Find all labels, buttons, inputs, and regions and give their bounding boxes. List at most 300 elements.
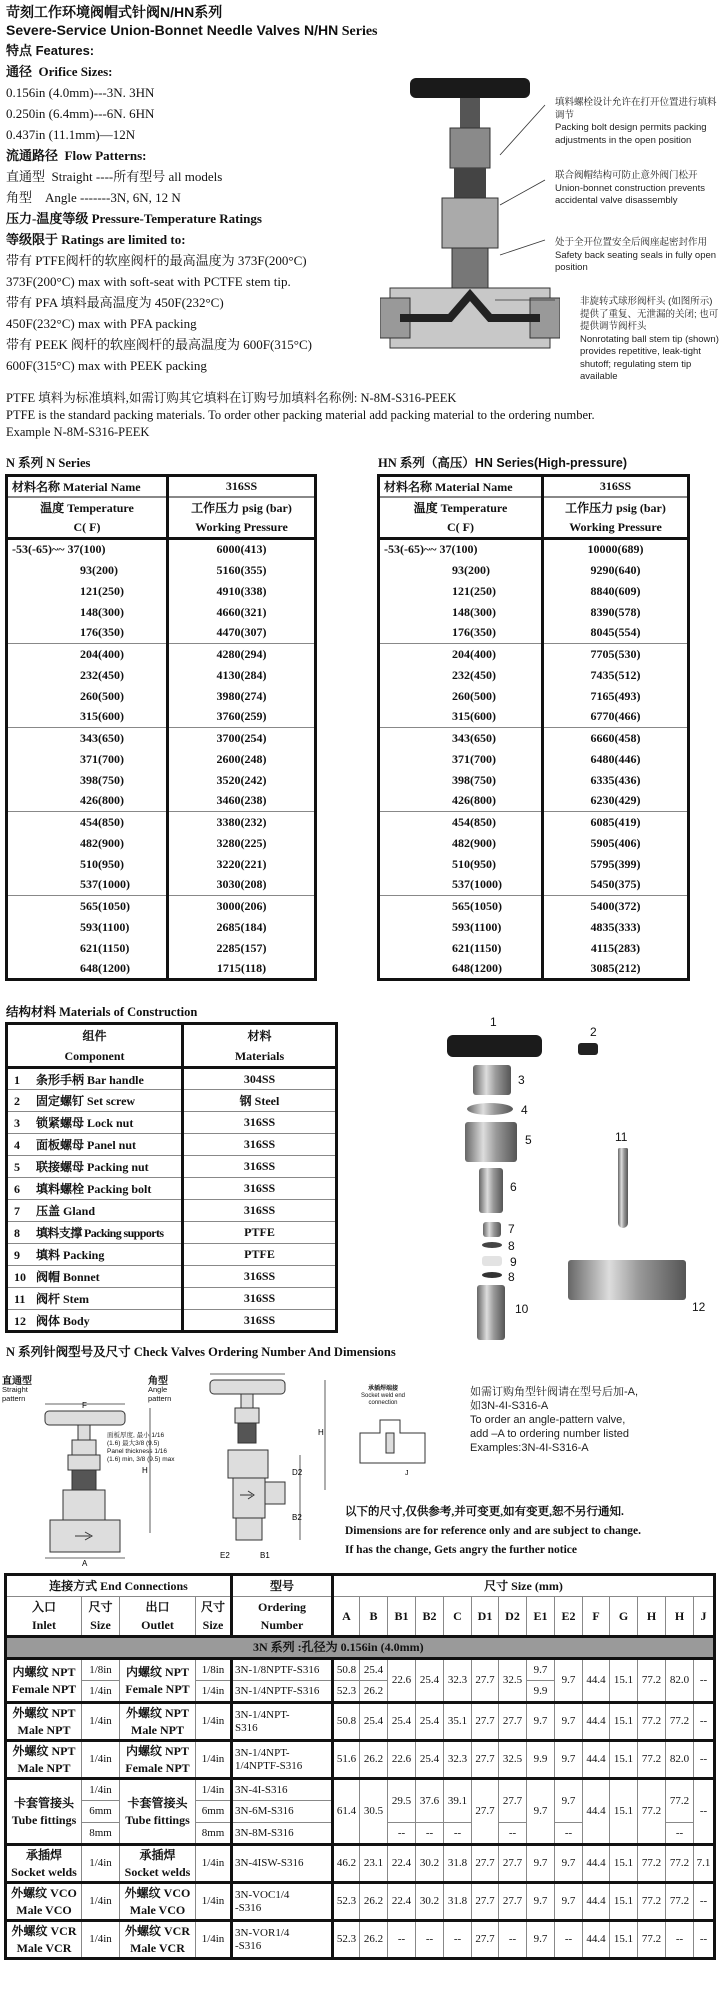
dim-value-D1: 27.7 (472, 1659, 499, 1703)
dim-value-H2: 77.2 (666, 1883, 694, 1921)
outlet-cell: 内螺纹 NPT Female NPT (120, 1741, 196, 1779)
dim-value-H2: 77.2 (666, 1845, 694, 1883)
ratings-heading: 压力-温度等级 Pressure-Temperature Ratings (6, 211, 262, 226)
dim-value-E1: 9.7 (527, 1779, 555, 1845)
dim-col-header: J (694, 1597, 715, 1637)
outlet-size-cell: 1/4in (196, 1883, 232, 1921)
pressure-row (7, 539, 316, 560)
dim-col-header: D2 (499, 1597, 527, 1637)
inlet-size-cell: 6mm (82, 1801, 120, 1823)
packing-line: Example N-8M-S316-PEEK (6, 425, 150, 439)
pressure-cell: 4660(321) (168, 602, 316, 623)
component-cell: 5 联接螺母 Packing nut (7, 1156, 183, 1178)
temperature-cell: 204(400) (7, 644, 168, 665)
temperature-cell: 176(350) (379, 623, 543, 644)
dim-value-E2: -- (555, 1823, 583, 1845)
flow-line: 角型 Angle -------3N, 6N, 12 N (6, 190, 181, 205)
material-label: 材料名称 Material Name (7, 476, 168, 497)
dim-value-A: 52.3 (333, 1921, 360, 1959)
dim-value-G: 15.1 (610, 1921, 638, 1959)
rating-line: 600F(315°C) max with PEEK packing (6, 358, 207, 373)
annotation-packing-bolt: 填料螺栓设计允许在打开位置进行填料调节 Packing bolt design permits packing adjustments in the open position (555, 97, 717, 146)
pressure-cell: 7705(530) (543, 644, 689, 665)
dim-value-F: 44.4 (583, 1659, 610, 1703)
dim-value-B2: 30.2 (416, 1845, 444, 1883)
part-label: 12 (692, 1300, 706, 1314)
temperature-cell: 315(600) (379, 707, 543, 728)
materials-table: 组件 Component 材料 Materials 1 条形手柄 Bar handle 304SS 2 固定螺钉 Set screw 钢 Steel 3 锁紧螺母 Lock nut 316SS 4 面板螺母 Panel nut 316SS 5 联接螺母 Packing nut 316SS 6 填料螺栓 Packing bolt 316SS 7 压盖 Gland 316SS 8 填料支撑 Packing supports PTFE 9 填料 Packing PTFE 10 阀帽 Bonnet 316SS 11 阀杆 Stem 316SS 12 阀体 Body 316SS (5, 1022, 338, 1333)
pressure-row (7, 686, 316, 707)
pressure-row (7, 644, 316, 665)
dim-value-C: 35.1 (444, 1703, 472, 1741)
pressure-cell: 5400(372) (543, 896, 689, 917)
pressure-cell: 5450(375) (543, 875, 689, 896)
pressure-row (379, 770, 689, 791)
callout-lines (495, 95, 555, 315)
dim-value-B1: -- (388, 1823, 416, 1845)
temperature-cell: 343(650) (7, 728, 168, 749)
dim-value-C: 32.3 (444, 1741, 472, 1779)
part-label: 6 (510, 1180, 517, 1194)
dim-value-G: 15.1 (610, 1741, 638, 1779)
dim-value-B2: 25.4 (416, 1659, 444, 1703)
temperature-cell: 176(350) (7, 623, 168, 644)
dim-row (6, 1659, 715, 1681)
dim-value-F: 44.4 (583, 1779, 610, 1845)
dim-row (6, 1703, 715, 1741)
dim-row (6, 1921, 715, 1959)
temperature-cell: 454(850) (379, 812, 543, 833)
end-connections-header: 连接方式 End Connections (6, 1575, 232, 1597)
flow-line: 直通型 Straight ----所有型号 all models (6, 169, 223, 184)
material-cell: 316SS (183, 1288, 337, 1310)
pressure-row (7, 938, 316, 959)
materials-rows (7, 1068, 337, 1332)
pressure-cell: 2285(157) (168, 938, 316, 959)
dim-value-B2: 25.4 (416, 1703, 444, 1741)
temperature-cell: 537(1000) (379, 875, 543, 896)
pressure-cell: 6085(419) (543, 812, 689, 833)
pressure-row (379, 560, 689, 581)
material-cell: PTFE (183, 1222, 337, 1244)
annotation-stem-tip: 非旋转式球形阀杆头 (如图所示) 提供了重复、无泄漏的关闭; 也可提供调节阀杆头 Nonrotating ball stem tip (shown) provides repetitive, leak-tight shutoff; regulating stem tip available (580, 296, 719, 382)
flow-heading: 流通路径 Flow Patterns: (6, 148, 147, 163)
annotation-union-bonnet: 联合阀帽结构可防止意外阀门松开 Union-bonnet construction prevents accidental valve disassembly (555, 170, 705, 206)
pressure-row (7, 875, 316, 896)
orifice-heading: 通径 Orifice Sizes: (6, 64, 113, 79)
temperature-cell: 121(250) (379, 581, 543, 602)
dim-value-E2: 9.7 (555, 1883, 583, 1921)
temperature-cell: 426(800) (379, 791, 543, 812)
temperature-cell: 510(950) (379, 854, 543, 875)
pressure-cell: 3220(221) (168, 854, 316, 875)
pressure-row (7, 770, 316, 791)
dim-col-header: E1 (527, 1597, 555, 1637)
pressure-row (379, 833, 689, 854)
ordering-number-cell: 3N-1/4NPT- S316 (232, 1703, 333, 1741)
dim-value-E1: 9.7 (527, 1845, 555, 1883)
component-cell: 6 填料螺栓 Packing bolt (7, 1178, 183, 1200)
temperature-cell: 454(850) (7, 812, 168, 833)
dim-value-H1: 77.2 (638, 1845, 666, 1883)
hn-series-rows (379, 539, 689, 980)
pressure-cell: 1715(118) (168, 959, 316, 980)
orifice-line: 0.156in (4.0mm)---3N. 3HN (6, 85, 155, 100)
dim-value-G: 15.1 (610, 1779, 638, 1845)
dim-value-H1: 77.2 (638, 1703, 666, 1741)
ordering-number-cell: 3N-VOR1/4 -S316 (232, 1921, 333, 1959)
dim-col-header: H (638, 1597, 666, 1637)
orifice-line: 0.250in (6.4mm)---6N. 6HN (6, 106, 155, 121)
part-label: 9 (510, 1255, 517, 1269)
dim-B2: B2 (292, 1513, 302, 1522)
packing-line: PTFE 填料为标准填料,如需订购其它填料在订购号加填料名称例: N-8M-S316-PEEK (6, 391, 457, 405)
dimensions-disclaimer: 以下的尺寸,仅供参考,并可变更,如有变更,恕不另行通知. Dimensions are for reference only and are subject to change. If has the change, Gets angry the further notice (345, 1506, 641, 1556)
pressure-row (7, 749, 316, 770)
dim-col-header: G (610, 1597, 638, 1637)
outlet-size-cell: 1/4in (196, 1845, 232, 1883)
packing-line: PTFE is the standard packing materials. To order other packing material add packing material to the ordering number. (6, 408, 595, 422)
dim-value-E1: 9.9 (527, 1681, 555, 1703)
dim-value-C: 31.8 (444, 1845, 472, 1883)
part-packing-support (482, 1272, 502, 1278)
temperature-cell: 121(250) (7, 581, 168, 602)
pressure-cell: 3980(274) (168, 686, 316, 707)
temperature-cell: 398(750) (379, 770, 543, 791)
size-header: 尺寸 Size (mm) (333, 1575, 715, 1597)
dim-value-H1: 77.2 (638, 1741, 666, 1779)
pressure-cell: 6335(436) (543, 770, 689, 791)
material-row (7, 1090, 337, 1112)
pressure-cell: 4470(307) (168, 623, 316, 644)
panel-thickness-note: 面板厚度, 最小 1/16 (1.6) 最大3/8 (9.5) Panel thickness 1/16 (1.6) min, 3/8 (9.5) max (107, 1432, 175, 1463)
component-cell: 1 条形手柄 Bar handle (7, 1068, 183, 1090)
inlet-size-cell: 1/4in (82, 1681, 120, 1703)
pressure-row (7, 791, 316, 812)
pressure-cell: 3085(212) (543, 959, 689, 980)
rating-line: 带有 PEEK 阀杆的软座阀杆的最高温度为 600F(315°C) (6, 337, 313, 352)
temperature-cell: 565(1050) (7, 896, 168, 917)
temperature-cell: 426(800) (7, 791, 168, 812)
dim-col-header: F (583, 1597, 610, 1637)
temperature-cell: 593(1100) (379, 917, 543, 938)
dim-value-H2: -- (666, 1823, 694, 1845)
dim-value-B2: -- (416, 1823, 444, 1845)
pressure-cell: 6000(413) (168, 539, 316, 560)
dim-value-D2: 27.7 (499, 1703, 527, 1741)
pressure-row (379, 938, 689, 959)
dim-row (6, 1883, 715, 1921)
temperature-cell: 148(300) (379, 602, 543, 623)
component-cell: 3 锁紧螺母 Lock nut (7, 1112, 183, 1134)
outlet-cell: 外螺纹 NPT Male NPT (120, 1703, 196, 1741)
dim-value-H2: 77.2 (666, 1779, 694, 1823)
angle-pattern-drawing (200, 1370, 340, 1570)
outlet-size-cell: 1/4in (196, 1921, 232, 1959)
dim-value-B1: 22.6 (388, 1659, 416, 1703)
material-cell: PTFE (183, 1244, 337, 1266)
dim-value-C: -- (444, 1823, 472, 1845)
inlet-cell: 卡套管接头 Tube fittings (6, 1779, 82, 1845)
pressure-row (379, 791, 689, 812)
ordering-number-cell: 3N-6M-S316 (232, 1801, 333, 1823)
dim-value-B: 25.4 (360, 1659, 388, 1681)
outlet-cell: 外螺纹 VCO Male VCO (120, 1883, 196, 1921)
rating-line: 带有 PFA 填料最高温度为 450F(232°C) (6, 295, 224, 310)
rating-line: 带有 PTFE阀杆的软座阀杆的最高温度为 373F(200°C) (6, 253, 307, 268)
pressure-cell: 5905(406) (543, 833, 689, 854)
dim-value-G: 15.1 (610, 1703, 638, 1741)
pressure-row (379, 854, 689, 875)
dim-value-D2: -- (499, 1823, 527, 1845)
material-cell: 316SS (183, 1156, 337, 1178)
inlet-size-cell: 1/8in (82, 1659, 120, 1681)
pressure-row (379, 812, 689, 833)
temperature-cell: 510(950) (7, 854, 168, 875)
pressure-row (7, 896, 316, 917)
material-row (7, 1200, 337, 1222)
pressure-row (379, 665, 689, 686)
dim-J: J (405, 1470, 409, 1477)
dim-value-B2: -- (416, 1921, 444, 1959)
ordering-number-cell: 3N-4I-S316 (232, 1779, 333, 1801)
material-label: 材料名称 Material Name (379, 476, 543, 497)
dim-value-J: -- (694, 1921, 715, 1959)
inlet-cell: 外螺纹 VCO Male VCO (6, 1883, 82, 1921)
dim-value-G: 15.1 (610, 1845, 638, 1883)
dim-value-J: -- (694, 1703, 715, 1741)
temperature-cell: 621(1150) (7, 938, 168, 959)
ordering-number-cell: 3N-VOC1/4 -S316 (232, 1883, 333, 1921)
dim-value-C: 32.3 (444, 1659, 472, 1703)
material-value: 316SS (543, 476, 689, 497)
part-body (568, 1260, 686, 1300)
temperature-cell: -53(-65)~~ 37(100) (379, 539, 543, 560)
temperature-cell: 537(1000) (7, 875, 168, 896)
pressure-cell: 4280(294) (168, 644, 316, 665)
features-heading: 特点 Features: (6, 43, 95, 58)
dim-value-G: 15.1 (610, 1659, 638, 1703)
component-cell: 10 阀帽 Bonnet (7, 1266, 183, 1288)
temperature-cell: 93(200) (7, 560, 168, 581)
dim-value-G: 15.1 (610, 1883, 638, 1921)
dim-value-E1: 9.9 (527, 1741, 555, 1779)
part-packing-support (482, 1242, 502, 1248)
part-panel-nut (467, 1103, 513, 1115)
inlet-size-cell: 1/4in (82, 1703, 120, 1741)
dim-value-D1: 27.7 (472, 1741, 499, 1779)
dim-value-C: -- (444, 1921, 472, 1959)
part-label: 2 (590, 1025, 597, 1039)
temperature-cell: 482(900) (7, 833, 168, 854)
dim-D2: D2 (292, 1468, 303, 1477)
angle-label-cn: 角型 (148, 1376, 168, 1387)
dim-value-C: 39.1 (444, 1779, 472, 1823)
material-row (7, 1068, 337, 1090)
dim-value-B1: 22.4 (388, 1845, 416, 1883)
pressure-cell: 8390(578) (543, 602, 689, 623)
dim-value-B: 26.2 (360, 1883, 388, 1921)
dim-value-D1: 27.7 (472, 1921, 499, 1959)
temperature-cell: 232(450) (7, 665, 168, 686)
inlet-cell: 内螺纹 NPT Female NPT (6, 1659, 82, 1703)
angle-label-en: Angle pattern (148, 1385, 172, 1403)
material-cell: 316SS (183, 1134, 337, 1156)
material-cell: 316SS (183, 1266, 337, 1288)
pressure-cell: 6480(446) (543, 749, 689, 770)
dim-value-B: 23.1 (360, 1845, 388, 1883)
pressure-row (379, 539, 689, 560)
material-cell: 钢 Steel (183, 1090, 337, 1112)
inlet-size-cell: 1/4in (82, 1921, 120, 1959)
part-bonnet (477, 1285, 505, 1340)
ordering-number-cell: 3N-4ISW-S316 (232, 1845, 333, 1883)
outlet-cell: 外螺纹 VCR Male VCR (120, 1921, 196, 1959)
part-packing-nut (465, 1122, 517, 1162)
pressure-row (7, 812, 316, 833)
dim-B1: B1 (260, 1551, 270, 1560)
n-series-table: 材料名称 Material Name 316SS 温度 Temperature 工作压力 psig (bar) C( F) Working Pressure -53(-65)~~ 37(100) 6000(413) 93(200) 5160(355) 121(250) 4910(338) 148(300) 4660(321) 176(350) 4470(307) 204(400) 4280(294) 232(450) 4130(284) 260(500) 3980(274) 315(600) 3760(259) 343(650) 3700(254) 371(700) 2600(248) 398(750) 3520(242) 426(800) 3460(238) 454(850) 3380(232) 482(900) 3280(225) 510(950) 3220(221) 537(1000) 3030(208) 565(1050) 3000(206) 593(1100) 2685(184) 621(1150) 2285(157) 648(1200) 1715(118) (5, 474, 317, 981)
dimensions-rows (6, 1659, 715, 1959)
pressure-row (379, 896, 689, 917)
dim-value-J: 7.1 (694, 1845, 715, 1883)
temperature-cell: 482(900) (379, 833, 543, 854)
pressure-row (7, 854, 316, 875)
dim-row (6, 1779, 715, 1801)
dim-row (6, 1845, 715, 1883)
material-cell: 316SS (183, 1112, 337, 1134)
material-row (7, 1156, 337, 1178)
pressure-row (7, 560, 316, 581)
hn-series-caption: HN 系列（高压）HN Series(High-pressure) (378, 456, 628, 470)
dim-H-angle: H (318, 1428, 324, 1437)
outlet-size-cell: 1/4in (196, 1779, 232, 1801)
dim-value-B2: 25.4 (416, 1741, 444, 1779)
material-cell: 316SS (183, 1200, 337, 1222)
temperature-cell: 232(450) (379, 665, 543, 686)
pressure-row (379, 707, 689, 728)
pressure-cell: 3000(206) (168, 896, 316, 917)
part-gland (483, 1222, 501, 1237)
dim-value-B1: 25.4 (388, 1703, 416, 1741)
temperature-cell: 398(750) (7, 770, 168, 791)
inlet-size-cell: 1/4in (82, 1779, 120, 1801)
dim-value-H1: 77.2 (638, 1659, 666, 1703)
pressure-cell: 4130(284) (168, 665, 316, 686)
inlet-size-cell: 8mm (82, 1823, 120, 1845)
dim-value-D1: 27.7 (472, 1779, 499, 1845)
dim-value-B1: 22.4 (388, 1883, 416, 1921)
dim-value-A: 61.4 (333, 1779, 360, 1845)
part-label: 11 (615, 1130, 628, 1144)
ordering-number-cell: 3N-1/8NPTF-S316 (232, 1659, 333, 1681)
dim-value-E1: 9.7 (527, 1703, 555, 1741)
pressure-cell: 6770(466) (543, 707, 689, 728)
pressure-row (379, 749, 689, 770)
pressure-cell: 7165(493) (543, 686, 689, 707)
pressure-cell: 6660(458) (543, 728, 689, 749)
dim-value-B: 25.4 (360, 1703, 388, 1741)
temperature-cell: 93(200) (379, 560, 543, 581)
rating-line: 450F(232°C) max with PFA packing (6, 316, 197, 331)
material-row (7, 1310, 337, 1332)
part-packing (482, 1256, 502, 1266)
dim-value-E2: 9.7 (555, 1845, 583, 1883)
straight-pattern-drawing (30, 1398, 170, 1568)
pressure-row (7, 665, 316, 686)
dim-value-F: 44.4 (583, 1741, 610, 1779)
part-label: 3 (518, 1073, 525, 1087)
outlet-cell: 内螺纹 NPT Female NPT (120, 1659, 196, 1703)
pressure-row (7, 833, 316, 854)
pressure-row (379, 581, 689, 602)
pressure-cell: 2600(248) (168, 749, 316, 770)
dim-value-H2: -- (666, 1921, 694, 1959)
material-cell: 304SS (183, 1068, 337, 1090)
pressure-cell: 3380(232) (168, 812, 316, 833)
component-cell: 8 填料支撑 Packing supports (7, 1222, 183, 1244)
temperature-cell: 260(500) (7, 686, 168, 707)
outlet-size-cell: 1/8in (196, 1659, 232, 1681)
dim-value-J: -- (694, 1883, 715, 1921)
limited-heading: 等级限于 Ratings are limited to: (6, 232, 186, 247)
dim-value-D1: 27.7 (472, 1883, 499, 1921)
outlet-cell: 卡套管接头 Tube fittings (120, 1779, 196, 1845)
dim-col-header: B2 (416, 1597, 444, 1637)
part-bar-handle (447, 1035, 542, 1057)
dim-value-D2: -- (499, 1921, 527, 1959)
annotation-back-seating: 处于全开位置安全后阀座起密封作用 Safety back seating seals in fully open position (555, 237, 717, 273)
material-row (7, 1178, 337, 1200)
temperature-cell: 565(1050) (379, 896, 543, 917)
socket-weld-label: 承插焊端接 Socket weld end connection (360, 1386, 406, 1406)
dim-col-header: B (360, 1597, 388, 1637)
dim-value-D2: 32.5 (499, 1659, 527, 1703)
ordering-number-cell: 3N-8M-S316 (232, 1823, 333, 1845)
dim-value-B2: 37.6 (416, 1779, 444, 1823)
part-label: 8 (508, 1270, 515, 1284)
dim-value-B: 30.5 (360, 1779, 388, 1845)
pressure-cell: 8840(609) (543, 581, 689, 602)
dim-value-H2: 82.0 (666, 1659, 694, 1703)
component-cell: 9 填料 Packing (7, 1244, 183, 1266)
dim-value-E2: 9.7 (555, 1659, 583, 1703)
dim-value-H2: 77.2 (666, 1703, 694, 1741)
inlet-cell: 外螺纹 NPT Male NPT (6, 1703, 82, 1741)
temperature-cell: 204(400) (379, 644, 543, 665)
material-row (7, 1266, 337, 1288)
pressure-row (379, 623, 689, 644)
outlet-size-cell: 1/4in (196, 1741, 232, 1779)
pressure-cell: 5795(399) (543, 854, 689, 875)
pressure-cell: 4835(333) (543, 917, 689, 938)
dim-value-B2: 30.2 (416, 1883, 444, 1921)
pressure-row (379, 728, 689, 749)
dim-value-B1: 29.5 (388, 1779, 416, 1823)
straight-label-cn: 直通型 (2, 1376, 32, 1387)
part-label: 1 (490, 1015, 497, 1029)
pressure-cell: 3520(242) (168, 770, 316, 791)
dim-value-E1: 9.7 (527, 1883, 555, 1921)
temperature-cell: 148(300) (7, 602, 168, 623)
component-cell: 2 固定螺钉 Set screw (7, 1090, 183, 1112)
part-label: 4 (521, 1103, 528, 1117)
pressure-cell: 8045(554) (543, 623, 689, 644)
pressure-cell: 3760(259) (168, 707, 316, 728)
model-header: 型号 (232, 1575, 333, 1597)
dim-value-A: 50.8 (333, 1703, 360, 1741)
part-label: 10 (515, 1302, 529, 1316)
